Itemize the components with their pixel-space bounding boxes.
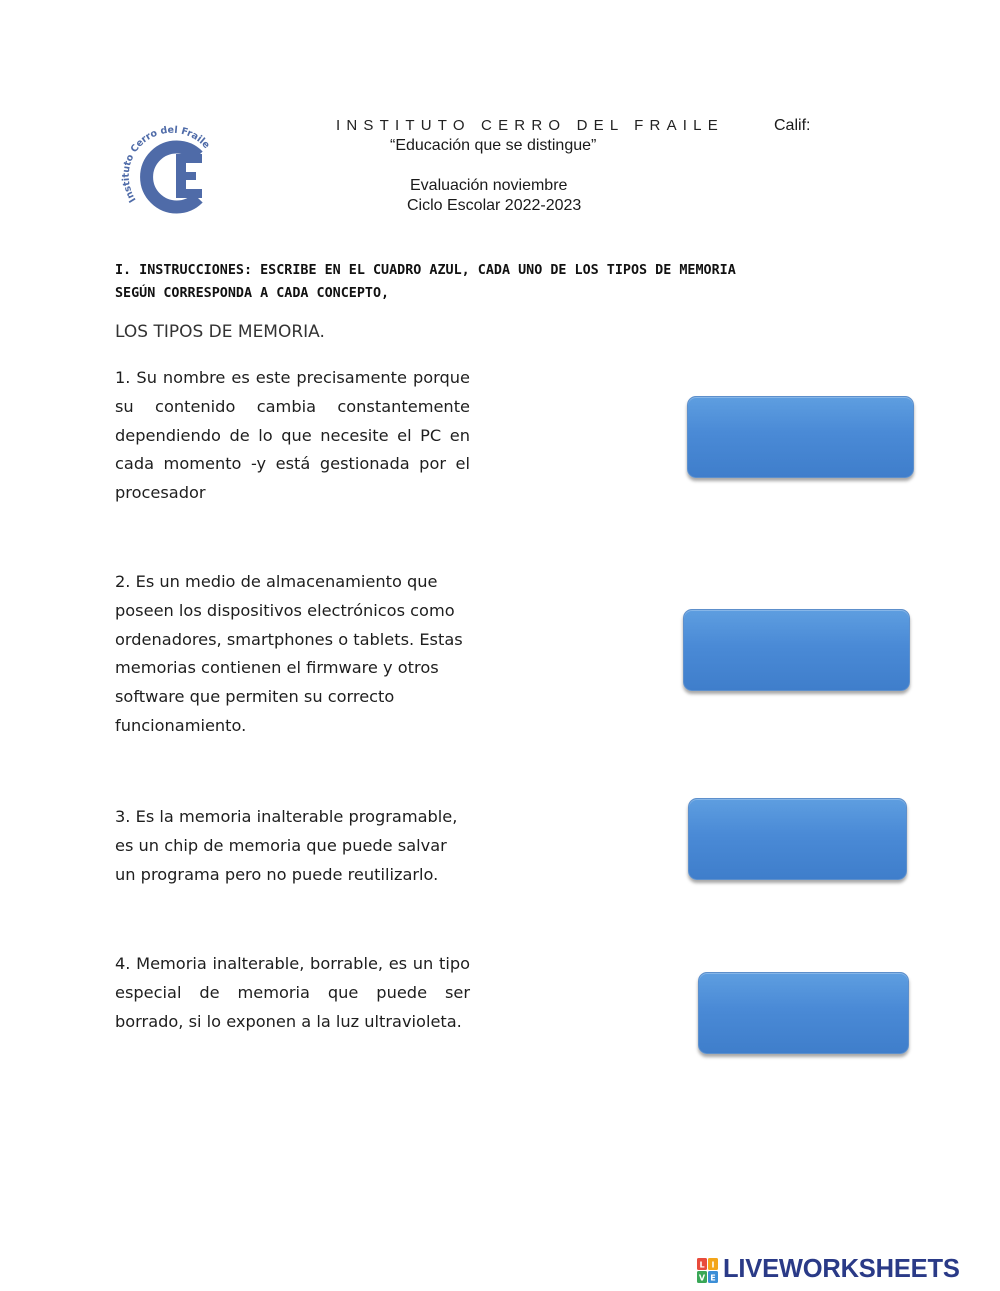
liveworksheets-logo <box>697 1255 993 1284</box>
evaluation-title: Evaluación noviembre <box>410 177 568 194</box>
svg-text:I: I <box>711 1260 715 1270</box>
section-title: LOS TIPOS DE MEMORIA. <box>115 322 325 342</box>
logo-letters <box>222 122 223 123</box>
question-3: 3. Es la memoria inalterable programable, es un chip de memoria que puede salvar un programa pero no puede reutilizarlo. <box>115 807 458 884</box>
school-logo <box>120 122 222 224</box>
grade-label: Calif: <box>774 117 811 134</box>
question-2: 2. Es un medio de almacenamiento que poseen los dispositivos electrónicos como ordenadores, smartphones o tablets. Estas memorias contienen el firmware y otros software que permiten su correcto funcionamiento. <box>115 572 463 735</box>
liveworksheets-brand: LIVEWORKSHEETS <box>723 1255 960 1283</box>
svg-text:L: L <box>699 1260 705 1270</box>
instructions <box>115 259 855 305</box>
question-4: 4. Memoria inalterable, borrable, es un tipo especial de memoria que puede ser borrado, si lo exponen a la luz ultravioleta. <box>115 954 470 1031</box>
instructions-line-2: SEGÚN CORRESPONDA A CADA CONCEPTO, <box>115 286 390 301</box>
answer-input-4[interactable] <box>698 972 909 1054</box>
svg-text:E: E <box>710 1273 716 1283</box>
answer-input-2[interactable] <box>683 609 910 691</box>
answer-input-3[interactable] <box>688 798 907 880</box>
school-motto: “Educación que se distingue” <box>390 137 597 154</box>
school-name: INSTITUTO CERRO DEL FRAILE <box>336 117 724 134</box>
answer-input-1[interactable] <box>687 396 914 478</box>
school-cycle: Ciclo Escolar 2022-2023 <box>407 197 582 214</box>
svg-text:V: V <box>698 1273 706 1283</box>
liveworksheets-badge-icon <box>697 1258 719 1284</box>
instructions-line-1: I. INSTRUCCIONES: ESCRIBE EN EL CUADRO AZUL, CADA UNO DE LOS TIPOS DE MEMORIA <box>115 263 736 278</box>
logo-ring-text: Instituto Cerro del Fraile <box>120 124 212 205</box>
question-1: 1. Su nombre es este precisamente porque su contenido cambia constantemente dependiendo de lo que necesite el PC en cada momento -y está gestionada por el procesador <box>115 368 470 503</box>
